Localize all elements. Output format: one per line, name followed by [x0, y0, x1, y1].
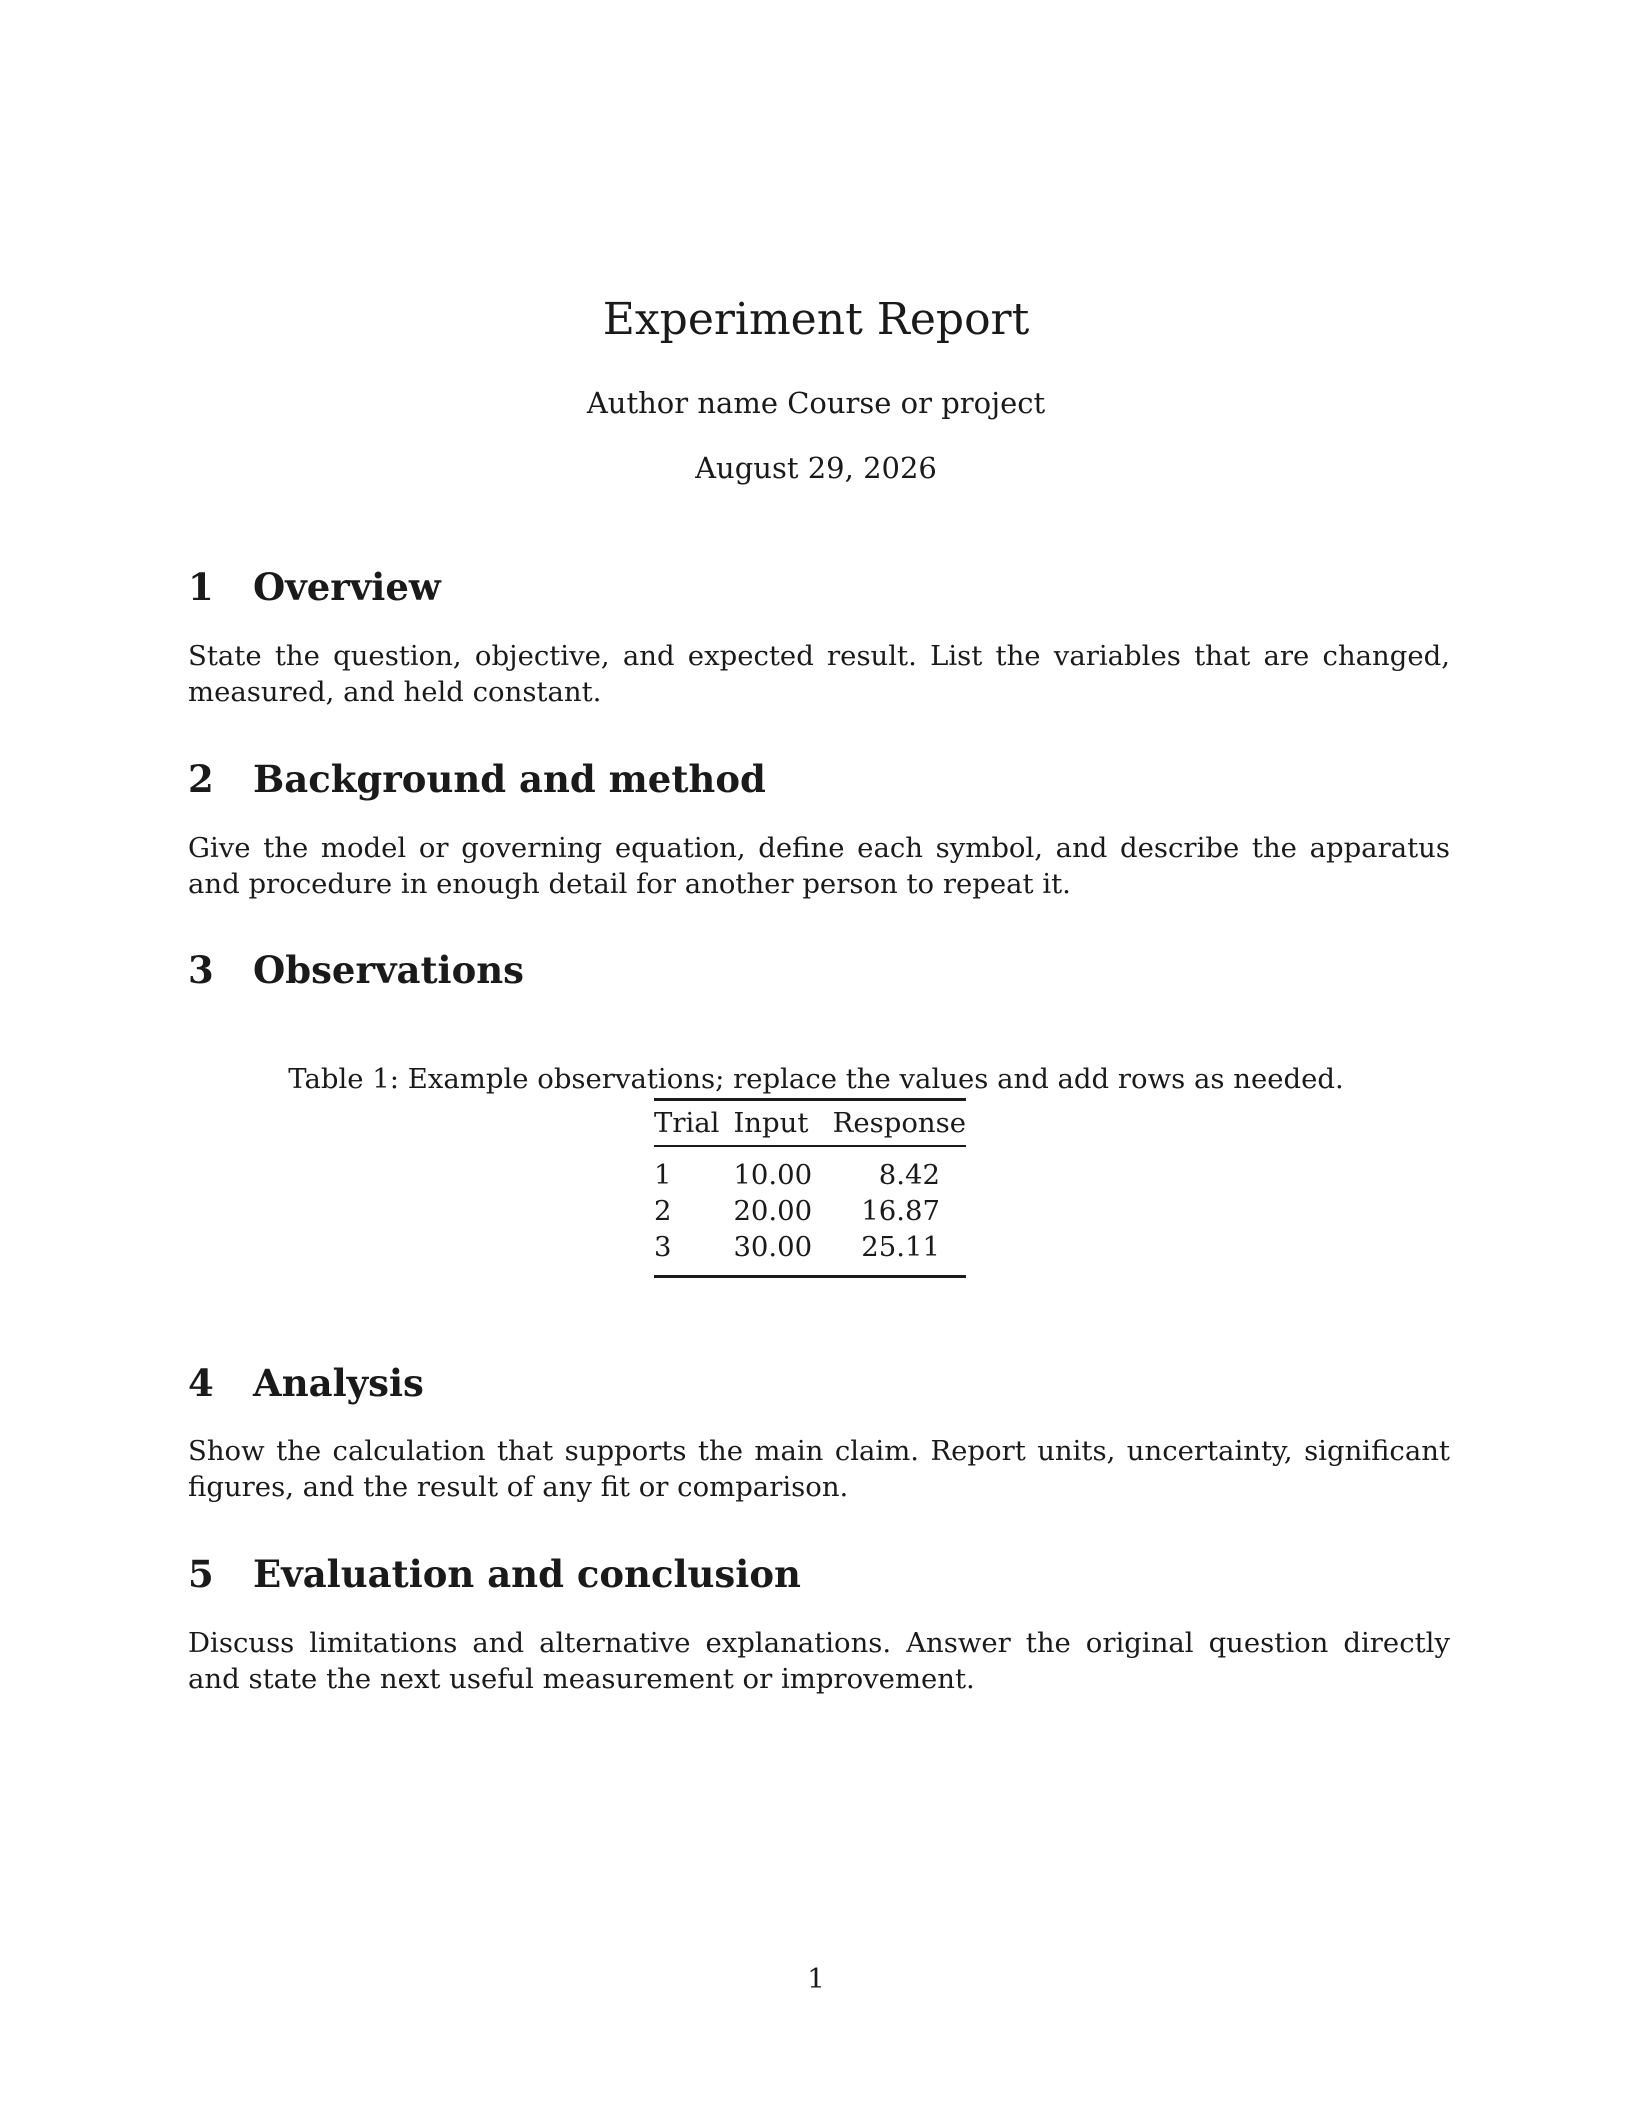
- table-caption: Table 1: Example observations; replace the values and add rows as needed.: [288, 1063, 1344, 1095]
- column-header-input: Input: [733, 1107, 809, 1139]
- section-number: 2: [188, 757, 214, 801]
- table-cell: 20.00: [733, 1195, 813, 1227]
- document-date: August 29, 2026: [695, 451, 937, 485]
- section-title: Observations: [253, 948, 524, 992]
- table-cell: 2: [654, 1195, 672, 1227]
- table-header-row: [654, 1100, 966, 1147]
- section-body-analysis: Show the calculation that supports the main claim. Report units, uncertainty, significant figures, and the result of any fit or comparison.: [188, 1435, 1450, 1503]
- section-heading-background: [188, 755, 766, 803]
- table-cell: 10.00: [733, 1159, 813, 1191]
- table-cell: 30.00: [733, 1231, 813, 1263]
- observations-table: [654, 1098, 966, 1278]
- table-cell: 16.87: [861, 1195, 940, 1227]
- section-heading-observations: [188, 946, 524, 994]
- section-number: 3: [188, 948, 214, 992]
- section-title: Background and method: [253, 757, 766, 801]
- section-heading-evaluation: [188, 1550, 801, 1598]
- column-header-response: Response: [832, 1107, 966, 1139]
- section-heading-overview: [188, 563, 441, 611]
- table-row: [654, 1193, 966, 1229]
- section-title: Evaluation and conclusion: [253, 1552, 801, 1596]
- document-author: Author name Course or project: [586, 386, 1046, 420]
- section-body-overview: State the question, objective, and expected result. List the variables that are changed, measured, and held constant.: [188, 640, 1450, 708]
- table-row: [654, 1229, 966, 1277]
- section-number: 5: [188, 1552, 214, 1596]
- section-number: 4: [188, 1361, 214, 1405]
- table-row: [654, 1146, 966, 1193]
- table-cell: 1: [654, 1159, 672, 1191]
- section-heading-analysis: [188, 1359, 424, 1407]
- section-title: Overview: [253, 565, 441, 609]
- table-cell: 25.11: [861, 1231, 940, 1263]
- column-header-trial: Trial: [654, 1107, 720, 1139]
- section-body-evaluation: Discuss limitations and alternative explanations. Answer the original question directly and state the next useful measurement or improvement.: [188, 1627, 1450, 1695]
- document-title: Experiment Report: [602, 294, 1030, 345]
- table-cell: 8.42: [878, 1159, 940, 1191]
- section-title: Analysis: [253, 1361, 424, 1405]
- section-number: 1: [188, 565, 214, 609]
- table-cell: 3: [654, 1231, 672, 1263]
- page-number: 1: [807, 1963, 825, 1995]
- section-body-background: Give the model or governing equation, define each symbol, and describe the apparatus and procedure in enough detail for another person to repeat it.: [188, 832, 1450, 900]
